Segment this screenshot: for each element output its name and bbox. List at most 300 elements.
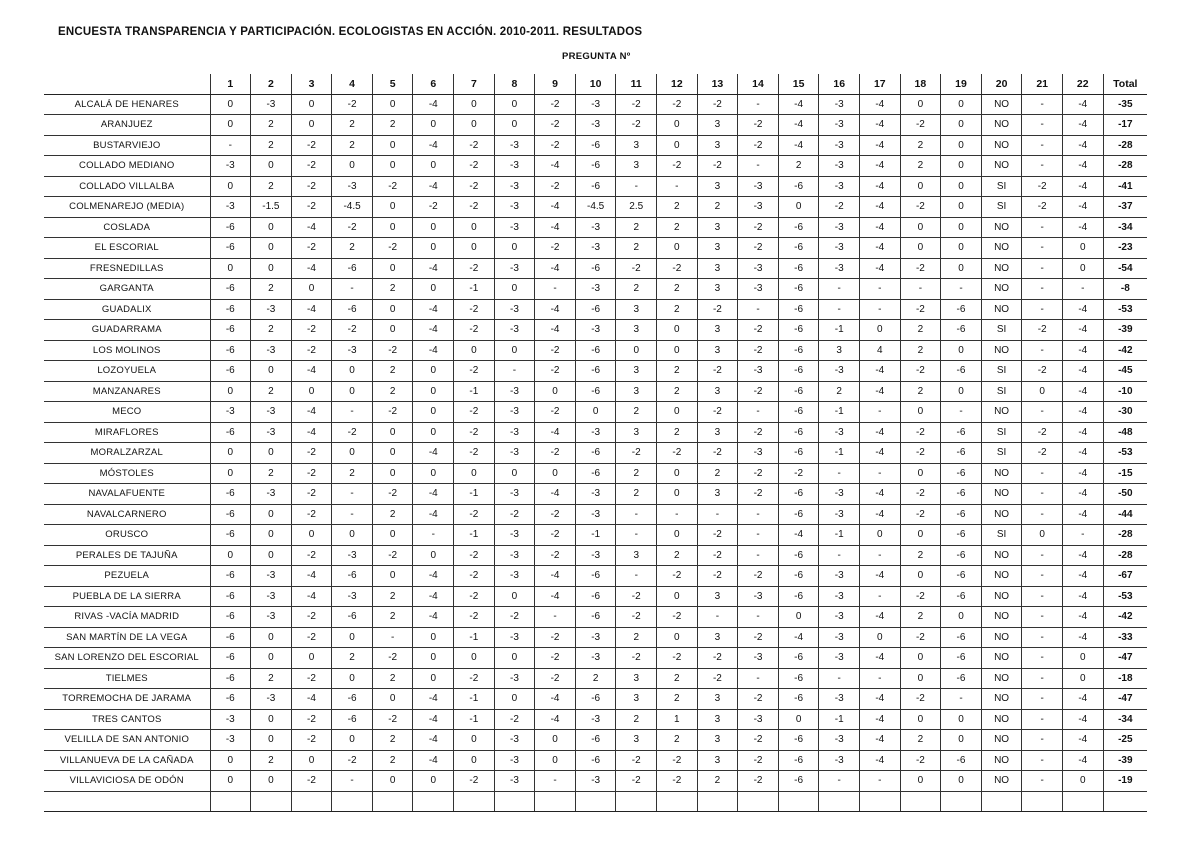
- score-cell: 0: [494, 586, 535, 607]
- score-cell: -2: [900, 299, 941, 320]
- score-cell: -6: [210, 299, 251, 320]
- score-cell: -4: [1062, 422, 1103, 443]
- score-cell: -6: [941, 566, 982, 587]
- score-cell: -2: [332, 94, 373, 115]
- table-row: [44, 176, 1147, 197]
- score-cell: -2: [332, 320, 373, 341]
- score-cell: -6: [575, 258, 616, 279]
- score-cell: 0: [413, 463, 454, 484]
- score-cell: -6: [778, 258, 819, 279]
- score-cell: -6: [941, 320, 982, 341]
- total-score-cell: -48: [1103, 422, 1147, 443]
- municipality-name: TIELMES: [44, 668, 210, 689]
- score-cell: -6: [778, 545, 819, 566]
- score-cell: 2: [251, 668, 292, 689]
- table-row: [44, 381, 1147, 402]
- score-cell: -3: [494, 668, 535, 689]
- score-cell: -: [1022, 258, 1063, 279]
- score-cell: 2: [778, 156, 819, 177]
- score-cell: 0: [210, 94, 251, 115]
- table-row: [44, 463, 1147, 484]
- score-cell: 0: [372, 135, 413, 156]
- score-cell: -2: [454, 299, 495, 320]
- score-cell: -4: [778, 135, 819, 156]
- score-cell: -3: [819, 217, 860, 238]
- score-cell: -4: [860, 115, 901, 136]
- score-cell: -: [860, 299, 901, 320]
- score-cell: 3: [697, 320, 738, 341]
- score-cell: 3: [697, 176, 738, 197]
- total-score-cell: -19: [1103, 771, 1147, 792]
- score-cell: 0: [291, 525, 332, 546]
- score-cell: 0: [210, 381, 251, 402]
- score-cell: -4: [1062, 627, 1103, 648]
- score-cell: 0: [1062, 648, 1103, 669]
- score-cell: 3: [697, 586, 738, 607]
- municipality-name: LOZOYUELA: [44, 361, 210, 382]
- score-cell: -3: [575, 94, 616, 115]
- score-cell: NO: [981, 279, 1022, 300]
- score-cell: -6: [575, 586, 616, 607]
- score-cell: 1: [657, 709, 698, 730]
- score-cell: -: [860, 545, 901, 566]
- score-cell: -2: [535, 115, 576, 136]
- score-cell: -6: [210, 504, 251, 525]
- score-cell: -4: [535, 156, 576, 177]
- score-cell: -6: [575, 443, 616, 464]
- score-cell: -4: [860, 217, 901, 238]
- municipality-name: COLMENAREJO (MEDIA): [44, 197, 210, 218]
- score-cell: 0: [860, 627, 901, 648]
- question-16-header: 16: [819, 74, 860, 94]
- question-6-header: 6: [413, 74, 454, 94]
- score-cell: -2: [454, 586, 495, 607]
- score-cell: -: [1022, 402, 1063, 423]
- score-cell: -4: [860, 197, 901, 218]
- score-cell: -: [616, 525, 657, 546]
- score-cell: -3: [494, 771, 535, 792]
- score-cell: -2: [657, 750, 698, 771]
- municipality-name: MANZANARES: [44, 381, 210, 402]
- score-cell: -1: [454, 709, 495, 730]
- score-cell: -6: [941, 627, 982, 648]
- score-cell: -2: [697, 94, 738, 115]
- score-cell: -6: [941, 443, 982, 464]
- score-cell: -6: [941, 463, 982, 484]
- score-cell: -4: [860, 607, 901, 628]
- score-cell: -2: [494, 504, 535, 525]
- score-cell: 0: [575, 402, 616, 423]
- score-cell: [291, 791, 332, 812]
- total-score-cell: -28: [1103, 545, 1147, 566]
- score-cell: -3: [575, 648, 616, 669]
- score-cell: -: [1022, 607, 1063, 628]
- score-cell: -3: [575, 115, 616, 136]
- total-score-cell: -18: [1103, 668, 1147, 689]
- score-cell: 3: [697, 340, 738, 361]
- score-cell: -2: [697, 299, 738, 320]
- score-cell: -: [1022, 730, 1063, 751]
- score-cell: -2: [454, 771, 495, 792]
- score-cell: 0: [251, 627, 292, 648]
- score-cell: 2: [657, 668, 698, 689]
- score-cell: 2: [616, 709, 657, 730]
- score-cell: NO: [981, 402, 1022, 423]
- score-cell: 2: [900, 320, 941, 341]
- score-cell: -2: [616, 115, 657, 136]
- score-cell: -4: [1062, 320, 1103, 341]
- score-cell: 0: [332, 730, 373, 751]
- score-cell: -2: [900, 484, 941, 505]
- score-cell: 2: [251, 750, 292, 771]
- score-cell: -3: [251, 299, 292, 320]
- total-score-cell: -53: [1103, 443, 1147, 464]
- score-cell: -4: [535, 197, 576, 218]
- score-cell: [413, 791, 454, 812]
- score-cell: 3: [697, 279, 738, 300]
- score-cell: -4: [291, 422, 332, 443]
- score-cell: 0: [372, 463, 413, 484]
- score-cell: SI: [981, 176, 1022, 197]
- table-row: [44, 586, 1147, 607]
- score-cell: -2: [494, 709, 535, 730]
- score-cell: -2: [738, 340, 779, 361]
- score-cell: -2: [738, 320, 779, 341]
- score-cell: 0: [941, 156, 982, 177]
- score-cell: NO: [981, 258, 1022, 279]
- score-cell: 3: [616, 545, 657, 566]
- score-cell: 0: [494, 340, 535, 361]
- score-cell: -3: [819, 258, 860, 279]
- score-cell: 0: [251, 545, 292, 566]
- score-cell: 0: [494, 94, 535, 115]
- question-1-header: 1: [210, 74, 251, 94]
- score-cell: -: [860, 586, 901, 607]
- score-cell: [981, 791, 1022, 812]
- score-cell: 0: [372, 566, 413, 587]
- score-cell: -2: [535, 525, 576, 546]
- total-score-cell: -8: [1103, 279, 1147, 300]
- score-cell: -2: [535, 402, 576, 423]
- score-cell: -2: [738, 689, 779, 710]
- score-cell: [616, 791, 657, 812]
- score-cell: -4: [860, 422, 901, 443]
- score-cell: [494, 791, 535, 812]
- score-cell: -6: [575, 381, 616, 402]
- score-cell: -4: [535, 484, 576, 505]
- score-cell: -3: [332, 176, 373, 197]
- score-cell: -4: [1062, 402, 1103, 423]
- score-cell: -2: [291, 238, 332, 259]
- total-score-cell: -44: [1103, 504, 1147, 525]
- score-cell: 0: [941, 197, 982, 218]
- score-cell: NO: [981, 545, 1022, 566]
- score-cell: NO: [981, 135, 1022, 156]
- municipality-name: PEZUELA: [44, 566, 210, 587]
- municipality-name: FRESNEDILLAS: [44, 258, 210, 279]
- score-cell: 0: [900, 525, 941, 546]
- score-cell: NO: [981, 586, 1022, 607]
- score-cell: -2: [454, 607, 495, 628]
- total-score-cell: -34: [1103, 709, 1147, 730]
- score-cell: NO: [981, 115, 1022, 136]
- score-cell: -2: [616, 771, 657, 792]
- score-cell: 2: [251, 463, 292, 484]
- score-cell: 0: [454, 648, 495, 669]
- score-cell: 2: [251, 279, 292, 300]
- score-cell: -3: [819, 566, 860, 587]
- score-cell: -4: [860, 648, 901, 669]
- score-cell: -2: [657, 771, 698, 792]
- score-cell: 0: [210, 771, 251, 792]
- score-cell: -1: [454, 627, 495, 648]
- score-cell: 3: [697, 750, 738, 771]
- score-cell: -4: [1062, 709, 1103, 730]
- score-cell: 0: [413, 115, 454, 136]
- score-cell: NO: [981, 238, 1022, 259]
- score-cell: 0: [778, 709, 819, 730]
- score-cell: -4: [778, 627, 819, 648]
- score-cell: 0: [372, 320, 413, 341]
- score-cell: 0: [251, 443, 292, 464]
- question-15-header: 15: [778, 74, 819, 94]
- score-cell: -4: [1062, 504, 1103, 525]
- score-cell: -2: [900, 361, 941, 382]
- score-cell: 0: [900, 176, 941, 197]
- question-17-header: 17: [860, 74, 901, 94]
- question-8-header: 8: [494, 74, 535, 94]
- score-cell: 0: [941, 607, 982, 628]
- score-cell: 0: [535, 730, 576, 751]
- question-3-header: 3: [291, 74, 332, 94]
- score-cell: 2: [657, 279, 698, 300]
- table-row: [44, 730, 1147, 751]
- score-cell: 0: [210, 258, 251, 279]
- score-cell: -3: [575, 320, 616, 341]
- score-cell: -3: [819, 115, 860, 136]
- score-cell: -: [535, 279, 576, 300]
- municipality-name: SAN MARTÍN DE LA VEGA: [44, 627, 210, 648]
- score-cell: 0: [210, 115, 251, 136]
- score-cell: 0: [413, 238, 454, 259]
- score-cell: -4: [1062, 566, 1103, 587]
- score-cell: 0: [413, 545, 454, 566]
- score-cell: -2: [1022, 320, 1063, 341]
- score-cell: 0: [494, 463, 535, 484]
- score-cell: -: [819, 668, 860, 689]
- score-cell: 2: [616, 463, 657, 484]
- score-cell: -4: [413, 689, 454, 710]
- score-cell: 2: [657, 381, 698, 402]
- score-cell: -2: [616, 607, 657, 628]
- score-cell: -4.5: [332, 197, 373, 218]
- total-score-cell: -41: [1103, 176, 1147, 197]
- score-cell: 2: [332, 463, 373, 484]
- score-cell: [900, 791, 941, 812]
- table-row: [44, 689, 1147, 710]
- score-cell: -: [1022, 689, 1063, 710]
- municipality-column-header: [44, 74, 210, 94]
- score-cell: -: [860, 402, 901, 423]
- score-cell: -6: [778, 443, 819, 464]
- score-cell: -4: [1062, 586, 1103, 607]
- score-cell: 3: [616, 299, 657, 320]
- score-cell: 2: [657, 730, 698, 751]
- score-cell: -3: [494, 176, 535, 197]
- score-cell: -2: [291, 156, 332, 177]
- score-cell: -: [1022, 586, 1063, 607]
- score-cell: -: [738, 156, 779, 177]
- score-cell: 0: [900, 94, 941, 115]
- total-score-cell: -35: [1103, 94, 1147, 115]
- score-cell: -6: [575, 607, 616, 628]
- score-cell: -2: [454, 197, 495, 218]
- score-cell: 0: [413, 217, 454, 238]
- score-cell: -3: [575, 238, 616, 259]
- score-cell: 0: [251, 258, 292, 279]
- score-cell: -: [1022, 627, 1063, 648]
- score-cell: -4: [860, 361, 901, 382]
- score-cell: 2: [372, 750, 413, 771]
- score-cell: -2: [332, 422, 373, 443]
- score-cell: -2: [291, 668, 332, 689]
- score-cell: -2: [900, 689, 941, 710]
- score-cell: -6: [778, 504, 819, 525]
- score-cell: -2: [616, 750, 657, 771]
- score-cell: -: [1022, 484, 1063, 505]
- score-cell: -3: [819, 94, 860, 115]
- score-cell: 0: [332, 525, 373, 546]
- score-cell: -1: [454, 689, 495, 710]
- score-cell: 3: [697, 484, 738, 505]
- score-cell: -2: [535, 238, 576, 259]
- score-cell: 2: [697, 197, 738, 218]
- municipality-name: RIVAS -VACÍA MADRID: [44, 607, 210, 628]
- score-cell: 2: [616, 217, 657, 238]
- score-cell: -1: [454, 525, 495, 546]
- table-row: [44, 299, 1147, 320]
- table-row: [44, 135, 1147, 156]
- score-cell: 0: [941, 381, 982, 402]
- score-cell: -2: [697, 402, 738, 423]
- score-cell: -3: [251, 586, 292, 607]
- score-cell: -2: [900, 422, 941, 443]
- score-cell: -4: [860, 750, 901, 771]
- score-cell: [535, 791, 576, 812]
- score-cell: -2: [616, 443, 657, 464]
- score-cell: -1: [819, 320, 860, 341]
- score-cell: -2: [616, 648, 657, 669]
- score-cell: -3: [819, 135, 860, 156]
- score-cell: -2: [697, 648, 738, 669]
- score-cell: -3: [494, 484, 535, 505]
- score-cell: -: [738, 299, 779, 320]
- score-cell: 0: [291, 94, 332, 115]
- total-score-cell: -42: [1103, 607, 1147, 628]
- score-cell: -1: [819, 709, 860, 730]
- score-cell: -4: [1062, 545, 1103, 566]
- score-cell: NO: [981, 750, 1022, 771]
- table-row: [44, 340, 1147, 361]
- score-cell: 0: [251, 361, 292, 382]
- table-row: [44, 94, 1147, 115]
- score-cell: 0: [494, 689, 535, 710]
- score-cell: -: [1062, 279, 1103, 300]
- score-cell: -2: [372, 648, 413, 669]
- score-cell: -4: [413, 504, 454, 525]
- score-cell: 0: [1022, 525, 1063, 546]
- score-cell: -: [941, 689, 982, 710]
- score-cell: -4: [1062, 156, 1103, 177]
- municipality-name: ORUSCO: [44, 525, 210, 546]
- score-cell: 0: [900, 771, 941, 792]
- score-cell: 0: [1062, 668, 1103, 689]
- score-cell: NO: [981, 668, 1022, 689]
- score-cell: 0: [535, 750, 576, 771]
- table-row: [44, 443, 1147, 464]
- score-cell: 0: [372, 689, 413, 710]
- score-cell: -: [494, 361, 535, 382]
- table-row: [44, 258, 1147, 279]
- score-cell: NO: [981, 299, 1022, 320]
- score-cell: 2: [251, 115, 292, 136]
- score-cell: -3: [494, 627, 535, 648]
- score-cell: 0: [332, 156, 373, 177]
- score-cell: -: [210, 135, 251, 156]
- score-cell: -2: [291, 545, 332, 566]
- municipality-name: GARGANTA: [44, 279, 210, 300]
- score-cell: -6: [778, 689, 819, 710]
- score-cell: -4: [860, 504, 901, 525]
- score-cell: -3: [819, 586, 860, 607]
- score-cell: -2: [535, 627, 576, 648]
- score-cell: -2: [291, 627, 332, 648]
- score-cell: 0: [372, 94, 413, 115]
- score-cell: 0: [535, 381, 576, 402]
- score-cell: 0: [1062, 771, 1103, 792]
- score-cell: NO: [981, 217, 1022, 238]
- score-cell: -4: [413, 586, 454, 607]
- score-cell: -3: [494, 217, 535, 238]
- score-cell: -2: [454, 668, 495, 689]
- score-cell: -3: [819, 730, 860, 751]
- score-cell: 3: [697, 709, 738, 730]
- score-cell: -3: [494, 156, 535, 177]
- score-cell: 0: [454, 750, 495, 771]
- score-cell: -: [1022, 279, 1063, 300]
- score-cell: SI: [981, 320, 1022, 341]
- score-cell: -: [1022, 750, 1063, 771]
- score-cell: 0: [291, 279, 332, 300]
- score-cell: -4: [413, 320, 454, 341]
- score-cell: -3: [251, 607, 292, 628]
- score-cell: -3: [819, 607, 860, 628]
- score-cell: -3: [738, 197, 779, 218]
- score-cell: -: [535, 771, 576, 792]
- score-cell: -6: [941, 668, 982, 689]
- score-cell: -2: [900, 443, 941, 464]
- score-cell: 2: [251, 381, 292, 402]
- municipality-name: EL ESCORIAL: [44, 238, 210, 259]
- total-score-cell: -42: [1103, 340, 1147, 361]
- score-cell: -3: [210, 730, 251, 751]
- score-cell: 0: [413, 627, 454, 648]
- score-cell: 2: [900, 607, 941, 628]
- score-cell: 0: [1062, 258, 1103, 279]
- question-19-header: 19: [941, 74, 982, 94]
- score-cell: -4: [1062, 197, 1103, 218]
- question-number-header: PREGUNTA Nº: [562, 51, 631, 62]
